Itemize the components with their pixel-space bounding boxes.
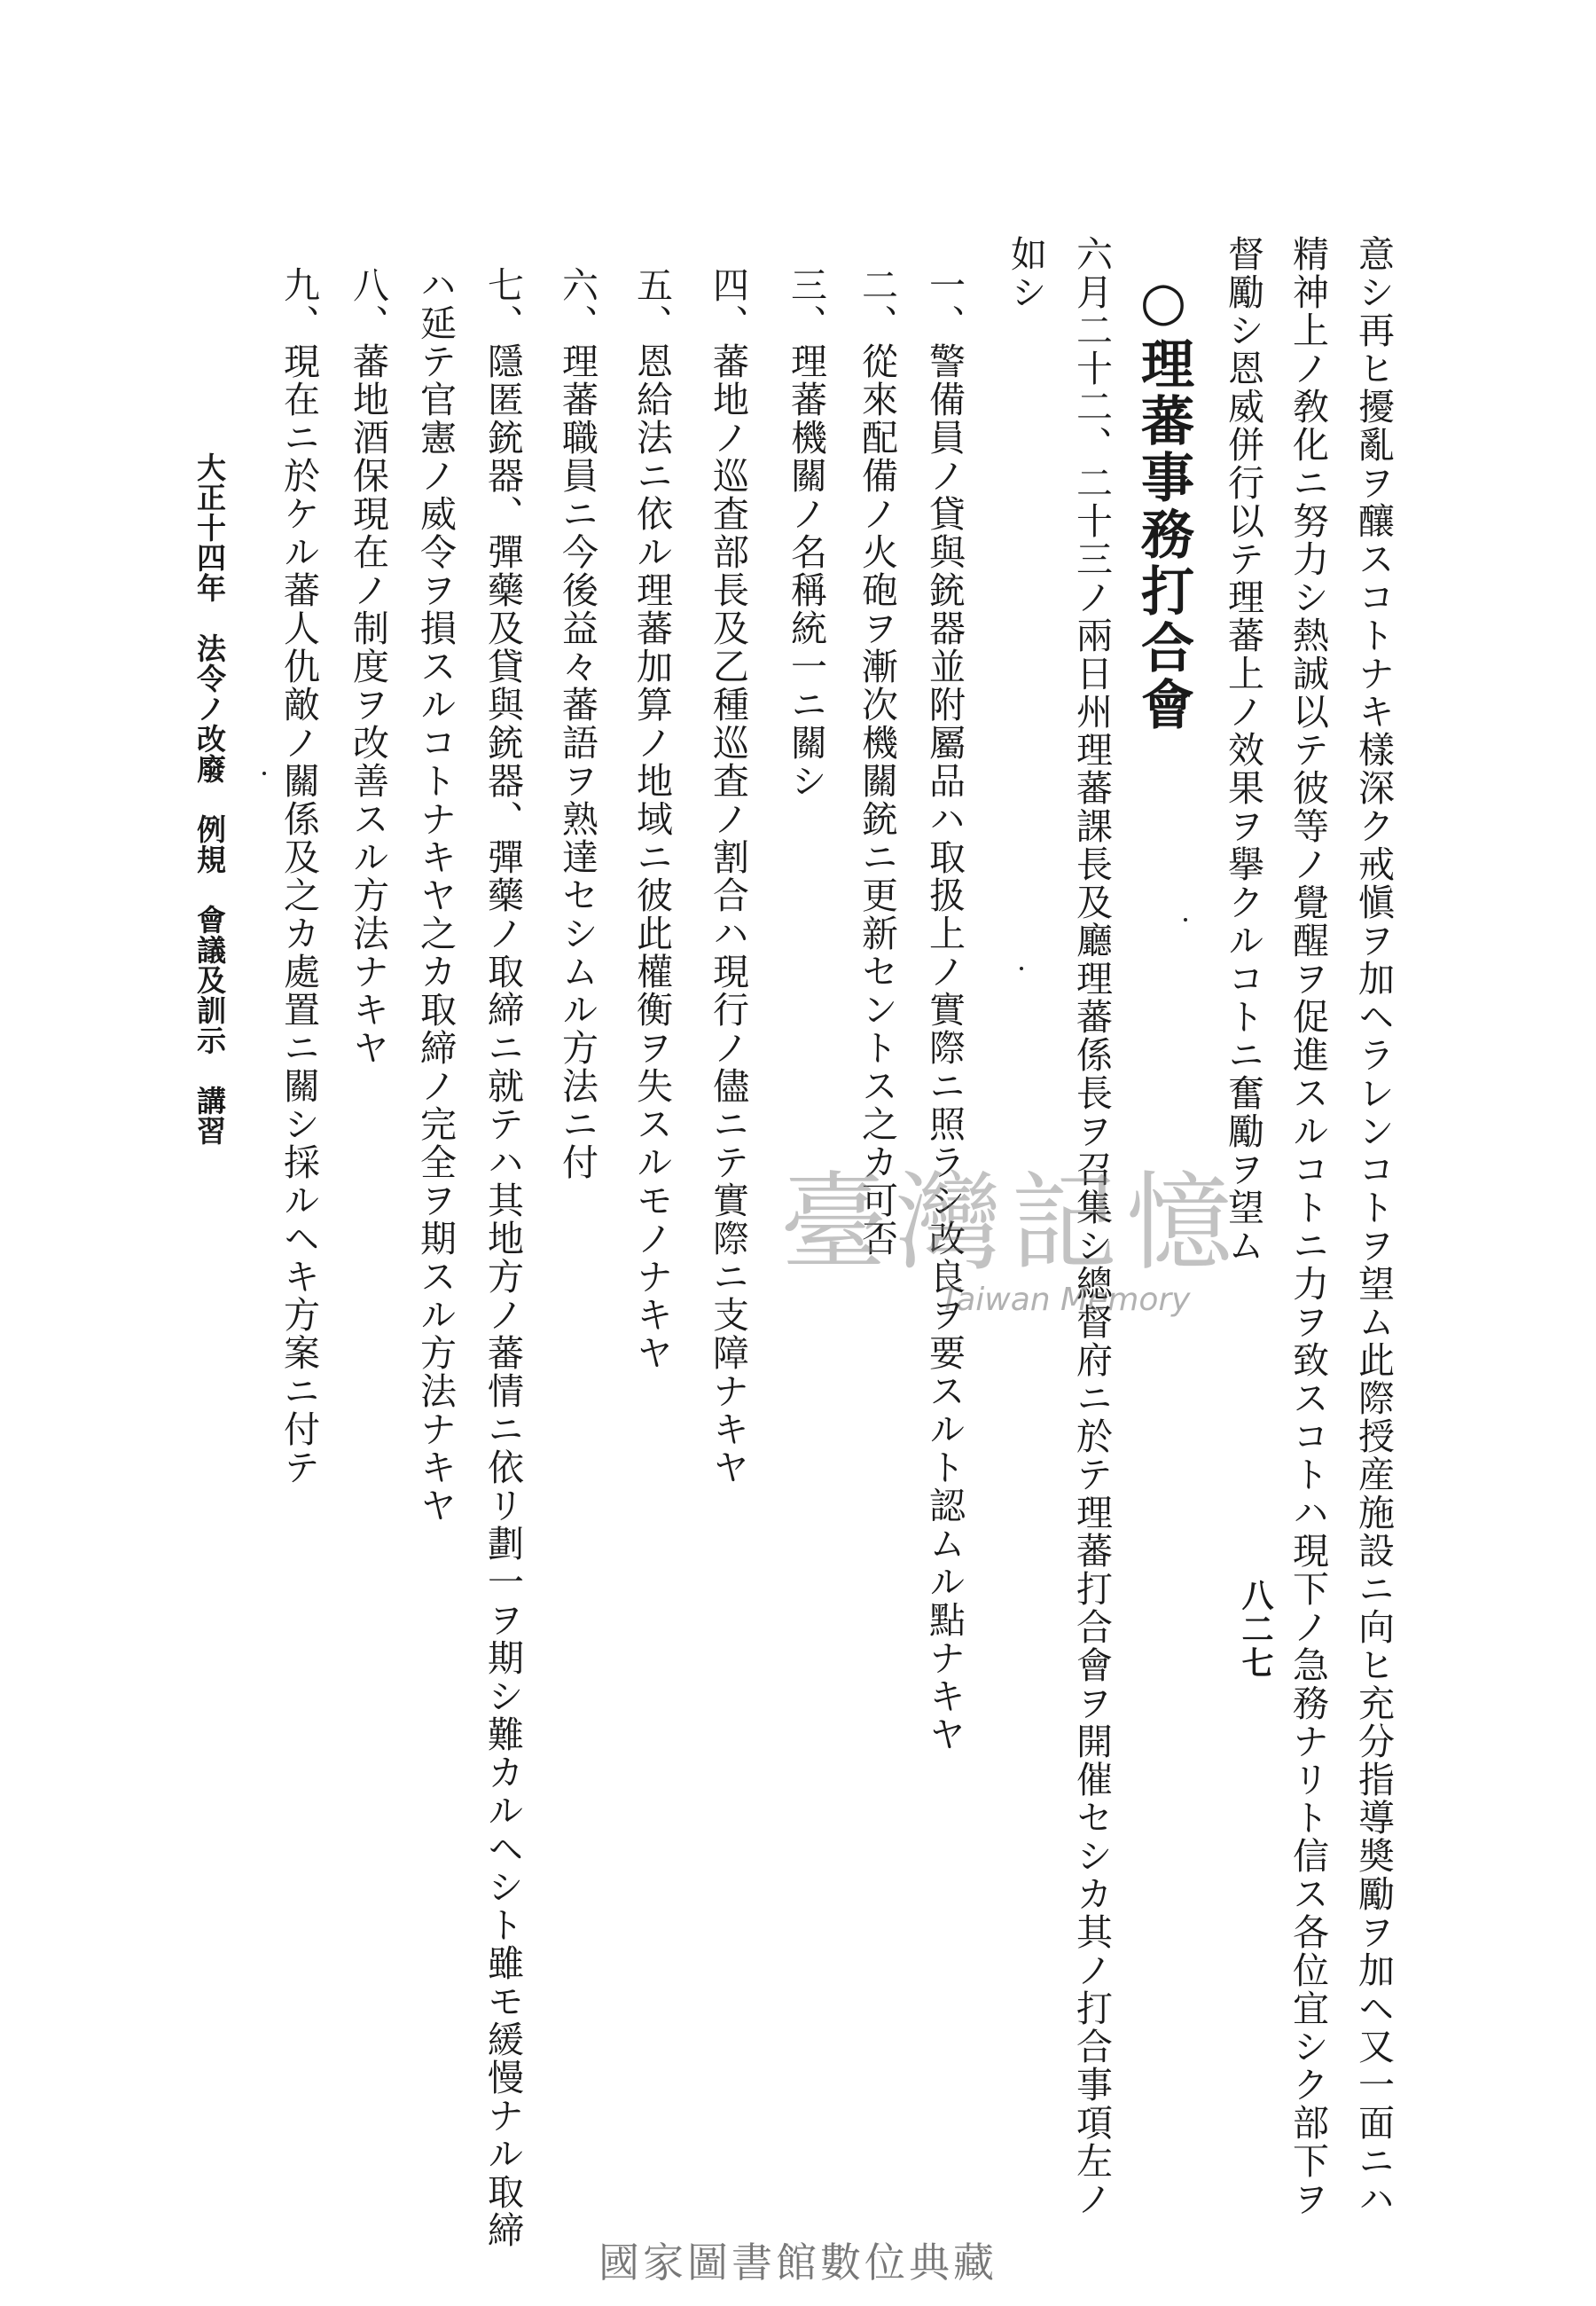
watermark-logo-text: 臺灣記憶 [780, 1162, 1241, 1285]
footer-collection-label: 國家圖書館數位典藏 [598, 2239, 998, 2286]
agenda-item-8: 八、蕃地酒保現在ノ制度ヲ改善スル方法ナキヤ [347, 266, 389, 1067]
print-speck [262, 772, 266, 775]
agenda-item-2: 二、從來配備ノ火砲ヲ漸次機關銃ニ更新セントス之カ可否 [856, 266, 898, 1258]
section-heading: ○理蕃事務打合會 [1132, 271, 1194, 733]
agenda-item-3: 三、理蕃機關ノ名稱統一ニ關シ [785, 266, 827, 800]
intro-line-2: 如シ [1005, 235, 1047, 311]
running-header: 大正十四年 法令ノ改廢 例規 會議及訓示 講習 [192, 452, 227, 1146]
agenda-item-5: 五、恩給法ニ依ル理蕃加算ノ地域ニ彼此權衡ヲ失スルモノナキヤ [630, 266, 673, 1372]
agenda-item-7-continued: ハ延テ官憲ノ威令ヲ損スルコトナキヤ之カ取締ノ完全ヲ期スル方法ナキヤ [414, 266, 457, 1525]
intro-line-1: 六月二十二、二十三ノ兩日州理蕃課長及廳理蕃係長ヲ召集シ總督府ニ於テ理蕃打合會ヲ開催セシカ其ノ打合事項左ノ [1070, 235, 1113, 2218]
agenda-item-1: 一、警備員ノ貸與銃器並附屬品ハ取扱上ノ實際ニ照ラシ改良ヲ要スルト認ムル點ナキヤ [923, 266, 966, 1753]
watermark [780, 1162, 1303, 1330]
print-speck [1020, 967, 1023, 970]
continuation-line-1: 意シ再ヒ擾亂ヲ釀スコトナキ樣深ク戒愼ヲ加ヘラレンコトヲ望ム此際授産施設ニ向ヒ充分指導奬勵ヲ加ヘ又一面ニハ [1352, 235, 1395, 2218]
agenda-item-9: 九、現在ニ於ケル蕃人仇敵ノ關係及之カ處置ニ關シ採ルヘキ方案ニ付テ [278, 266, 320, 1486]
agenda-item-6: 六、理蕃職員ニ今後益々蕃語ヲ熟達セシムル方法ニ付 [556, 266, 598, 1181]
agenda-item-7: 七、隱匿銃器、彈藥及貸與銃器、彈藥ノ取締ニ就テハ其地方ノ蕃情ニ依リ劃一ヲ期シ難カルヘシト雖モ緩慢ナル取締 [481, 266, 524, 2249]
agenda-item-4: 四、蕃地ノ巡査部長及乙種巡査ノ割合ハ現行ノ儘ニテ實際ニ支障ナキヤ [707, 266, 749, 1486]
print-speck [1184, 918, 1187, 922]
watermark-english-text: Taiwan Memory [940, 1282, 1191, 1318]
continuation-line-3: 督勵シ恩威併行以テ理蕃上ノ效果ヲ擧クルコトニ奮勵ヲ望ム [1222, 235, 1264, 1265]
page-number: 八二七 [1237, 1579, 1274, 1680]
continuation-line-2: 精神上ノ敎化ニ努力シ熱誠以テ彼等ノ覺醒ヲ促進スルコトニ力ヲ致スコトハ現下ノ急務ナリト信ス各位宜シク部下ヲ [1287, 235, 1329, 2218]
